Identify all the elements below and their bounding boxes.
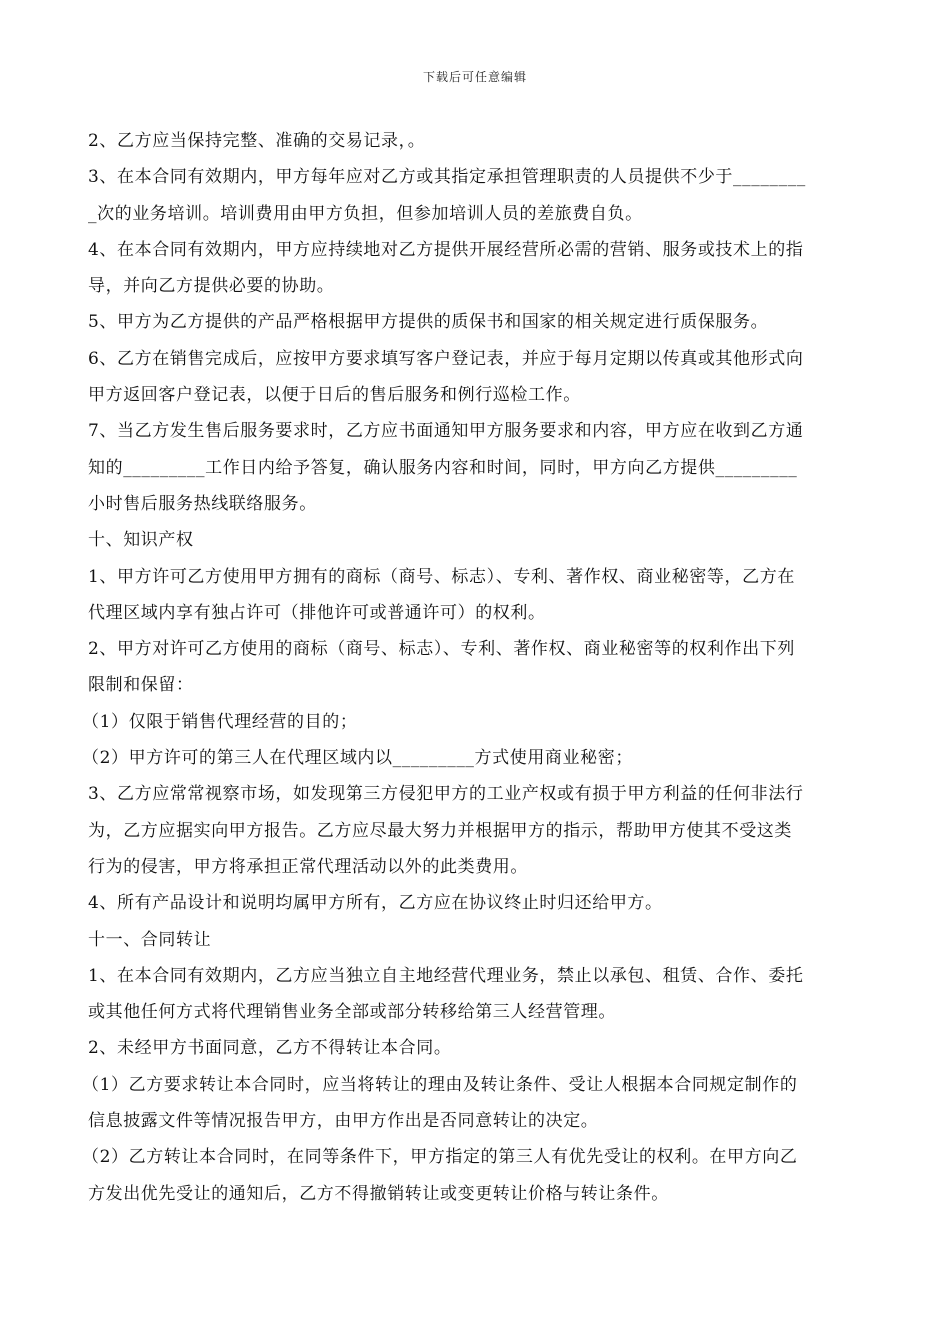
page-header: 下载后可任意编辑 bbox=[422, 70, 527, 84]
text-line: 导，并向乙方提供必要的协助。 bbox=[88, 276, 335, 297]
text-line: 1、在本合同有效期内，乙方应当独立自主地经营代理业务，禁止以承包、租赁、合作、委托 bbox=[88, 965, 804, 986]
text-line: 4、所有产品设计和说明均属甲方所有，乙方应在协议终止时归还给甲方。 bbox=[88, 893, 663, 914]
text-line: 知的_________工作日内给予答复，确认服务内容和时间，同时，甲方向乙方提供_________ bbox=[88, 457, 798, 478]
text-line: 2、甲方对许可乙方使用的商标（商号、标志）、专利、著作权、商业秘密等的权利作出下列 bbox=[88, 639, 795, 660]
text-line: 或其他任何方式将代理销售业务全部或部分转移给第三人经营管理。 bbox=[88, 1002, 616, 1023]
text-line: 代理区域内享有独占许可（排他许可或普通许可）的权利。 bbox=[88, 602, 546, 623]
text-line: 1、甲方许可乙方使用甲方拥有的商标（商号、标志）、专利、著作权、商业秘密等，乙方在 bbox=[88, 566, 795, 587]
text-line: （2）甲方许可的第三人在代理区域内以_________方式使用商业秘密； bbox=[82, 748, 633, 769]
text-line: 3、乙方应常常视察市场，如发现第三方侵犯甲方的工业产权或有损于甲方利益的任何非法行 bbox=[88, 784, 804, 805]
document-body bbox=[82, 123, 863, 1212]
section-heading: 十、知识产权 bbox=[88, 530, 194, 551]
text-line: 5、甲方为乙方提供的产品严格根据甲方提供的质保书和国家的相关规定进行质保服务。 bbox=[88, 312, 769, 333]
text-line: 4、在本合同有效期内，甲方应持续地对乙方提供开展经营所必需的营销、服务或技术上的指 bbox=[88, 239, 804, 260]
text-line: 2、乙方应当保持完整、准确的交易记录，。 bbox=[88, 131, 426, 151]
text-line: 7、当乙方发生售后服务要求时，乙方应书面通知甲方服务要求和内容，甲方应在收到乙方通 bbox=[88, 421, 804, 442]
text-line: 2、未经甲方书面同意，乙方不得转让本合同。 bbox=[88, 1038, 452, 1059]
section-heading: 十一、合同转让 bbox=[88, 929, 212, 950]
text-line: 限制和保留： bbox=[88, 675, 194, 696]
text-line: （2）乙方转让本合同时，在同等条件下，甲方指定的第三人有优先受让的权利。在甲方向乙 bbox=[82, 1147, 798, 1168]
text-line: 6、乙方在销售完成后，应按甲方要求填写客户登记表，并应于每月定期以传真或其他形式向 bbox=[88, 348, 804, 369]
text-line: 方发出优先受让的通知后，乙方不得撤销转让或变更转让价格与转让条件。 bbox=[88, 1183, 669, 1204]
text-line: _次的业务培训。培训费用由甲方负担，但参加培训人员的差旅费自负。 bbox=[88, 203, 643, 224]
text-line: （1）仅限于销售代理经营的目的； bbox=[82, 711, 358, 732]
text-line: 甲方返回客户登记表，以便于日后的售后服务和例行巡检工作。 bbox=[88, 385, 581, 406]
text-line: 小时售后服务热线联络服务。 bbox=[88, 493, 317, 514]
text-line: （1）乙方要求转让本合同时，应当将转让的理由及转让条件、受让人根据本合同规定制作的 bbox=[82, 1074, 798, 1095]
text-line: 行为的侵害，甲方将承担正常代理活动以外的此类费用。 bbox=[88, 856, 528, 877]
text-line: 信息披露文件等情况报告甲方，由甲方作出是否同意转让的决定。 bbox=[88, 1111, 599, 1132]
text-line: 3、在本合同有效期内，甲方每年应对乙方或其指定承担管理职责的人员提供不少于________ bbox=[88, 167, 806, 188]
text-line: 为，乙方应据实向甲方报告。乙方应尽最大努力并根据甲方的指示，帮助甲方使其不受这类 bbox=[88, 820, 792, 841]
